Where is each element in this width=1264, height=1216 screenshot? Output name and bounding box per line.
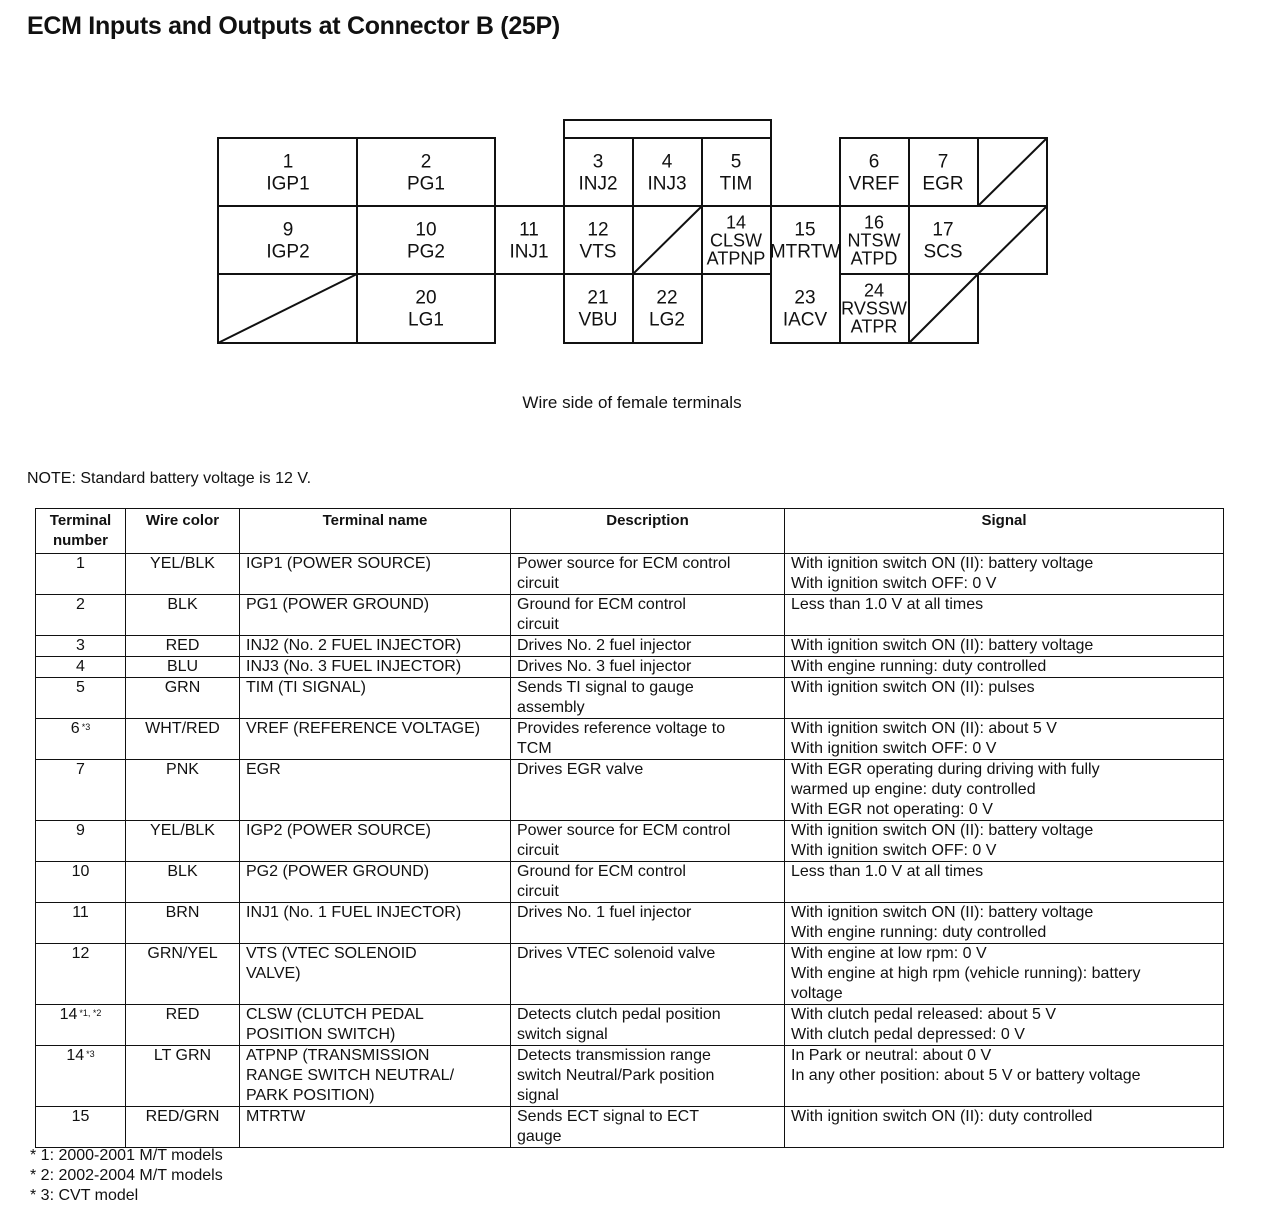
wire-color-cell: BRN [126,903,240,944]
signal-line: With clutch pedal released: about 5 V [791,1006,1057,1023]
terminal-signal-label: CLSW [709,230,763,251]
signal-cell [785,678,1224,719]
wire-color-cell: GRN [126,678,240,719]
signal-line: With engine at low rpm: 0 V [791,945,987,962]
description-line: Detects transmission range [517,1047,711,1064]
terminal-number-label: 24 [863,280,885,301]
terminal-signal-label: RVSSW [841,298,907,319]
description-line: TCM [517,740,552,757]
description-line: circuit [517,616,559,633]
terminal-name-line: ATPNP (TRANSMISSION [246,1047,430,1064]
terminal-name-cell [240,862,511,903]
terminal-name-line: INJ2 (No. 2 FUEL INJECTOR) [246,637,462,654]
description-line: assembly [517,699,585,716]
signal-cell [785,760,1224,821]
terminal-signal-label: MTRTW [769,241,841,263]
header-terminal-line2: number [52,532,108,549]
terminal-number-cell [36,719,126,760]
footnote-2: * 2: 2002-2004 M/T models [30,1167,223,1184]
description-line: Provides reference voltage to [517,720,726,737]
description-cell [511,944,785,1005]
terminal-number: 5 [76,679,85,696]
description-cell [511,719,785,760]
terminal-number-label: 1 [282,151,294,173]
terminal-table [35,508,1224,1148]
terminal-name-cell [240,636,511,657]
footnote-3: * 3: CVT model [30,1187,139,1204]
description-cell [511,862,785,903]
terminal-name-line: RANGE SWITCH NEUTRAL/ [246,1067,455,1084]
table-row [36,657,1224,678]
footnote-1: * 1: 2000-2001 M/T models [30,1147,223,1164]
description-cell [511,657,785,678]
header-terminal-line1: Terminal [49,512,112,529]
terminal-number-label: 15 [794,219,816,241]
signal-line: With ignition switch OFF: 0 V [791,842,997,859]
terminal-name-cell [240,903,511,944]
description-line: signal [517,1087,559,1104]
signal-line: voltage [791,985,843,1002]
signal-cell [785,821,1224,862]
terminal-name-line: PG1 (POWER GROUND) [246,596,430,613]
description-line: Detects clutch pedal position [517,1006,721,1023]
terminal-number-label: 9 [282,219,294,241]
terminal-number-label: 6 [868,151,880,173]
signal-line: With ignition switch ON (II): battery voltage [791,637,1094,654]
description-line: Power source for ECM control [517,822,731,839]
description-line: Drives No. 2 fuel injector [517,637,692,654]
terminal-signal-label: VREF [848,173,900,195]
terminal-number: 2 [76,596,85,613]
terminal-signal-label: LG1 [408,309,444,331]
terminal-signal-label: TIM [719,173,753,195]
wire-color-cell: WHT/RED [126,719,240,760]
wire-color-cell: RED [126,636,240,657]
description-line: Ground for ECM control [517,863,686,880]
description-cell [511,1046,785,1107]
terminal-number-label: 10 [415,219,437,241]
description-cell [511,821,785,862]
terminal-number-cell [36,903,126,944]
signal-cell [785,719,1224,760]
terminal-number-label: 11 [519,219,539,241]
signal-cell [785,1005,1224,1046]
terminal-name-cell [240,678,511,719]
table-row [36,1046,1224,1107]
terminal-signal-label: VBU [578,309,618,331]
terminal-number-label: 22 [656,287,678,309]
terminal-number: 3 [76,637,85,654]
wire-color-cell: GRN/YEL [126,944,240,1005]
terminal-number-cell [36,1046,126,1107]
terminal-signal-label: IGP2 [266,241,310,263]
signal-line: With ignition switch ON (II): battery voltage [791,555,1094,572]
terminal-name-line: INJ1 (No. 1 FUEL INJECTOR) [246,904,462,921]
terminal-name-cell [240,944,511,1005]
description-line: Power source for ECM control [517,555,731,572]
terminal-footnote-mark: *1, *2 [79,1008,102,1018]
table-row [36,636,1224,657]
terminal-number-label: 14 [725,212,747,233]
header-terminal-name: Terminal name [240,509,511,554]
wire-color-cell: RED [126,1005,240,1046]
terminal-signal-label: ATPNP [706,248,766,269]
description-line: Drives EGR valve [517,761,644,778]
signal-line: With EGR not operating: 0 V [791,801,993,818]
terminal-signal-label: INJ2 [578,173,618,195]
terminal-name-cell [240,1046,511,1107]
terminal-number-cell [36,554,126,595]
footnotes [30,1146,223,1206]
signal-cell [785,554,1224,595]
terminal-number: 10 [71,863,90,880]
description-line: circuit [517,575,559,592]
signal-line: With engine at high rpm (vehicle running): battery [791,965,1141,982]
terminal-name-line: VREF (REFERENCE VOLTAGE) [246,720,481,737]
terminal-footnote-mark: *3 [86,1049,95,1059]
description-cell [511,554,785,595]
terminal-signal-label: ATPD [850,248,898,269]
terminal-name-line: MTRTW [246,1108,306,1125]
signal-line: With EGR operating during driving with fully [791,761,1100,778]
terminal-signal-label: SCS [923,241,963,263]
header-signal: Signal [785,509,1224,554]
table-row [36,821,1224,862]
description-cell [511,678,785,719]
terminal-name-line: EGR [246,761,281,778]
terminal-signal-label: IACV [782,309,828,331]
description-cell [511,1005,785,1046]
terminal-number-cell [36,944,126,1005]
terminal-name-line: INJ3 (No. 3 FUEL INJECTOR) [246,658,462,675]
signal-line: With ignition switch ON (II): duty controlled [791,1108,1093,1125]
signal-cell [785,595,1224,636]
terminal-number-label: 21 [587,287,609,309]
table-row [36,903,1224,944]
terminal-number-label: 2 [420,151,432,173]
terminal-number: 1 [76,555,85,572]
signal-line: With ignition switch ON (II): battery voltage [791,822,1094,839]
terminal-number-label: 23 [794,287,816,309]
terminal-signal-label: INJ1 [509,241,549,263]
terminal-signal-label: NTSW [847,230,901,251]
terminal-number: 15 [71,1108,90,1125]
signal-cell [785,657,1224,678]
signal-cell [785,636,1224,657]
signal-cell [785,903,1224,944]
voltage-note: NOTE: Standard battery voltage is 12 V. [27,470,312,487]
terminal-name-line: VALVE) [246,965,301,982]
header-wire-color: Wire color [126,509,240,554]
description-line: Drives No. 1 fuel injector [517,904,692,921]
terminal-number: 4 [76,658,85,675]
terminal-signal-label: EGR [922,173,964,195]
terminal-number-cell [36,821,126,862]
description-cell [511,636,785,657]
terminal-name-line: PARK POSITION) [246,1087,375,1104]
description-line: Sends TI signal to gauge [517,679,694,696]
wire-color-cell: YEL/BLK [126,821,240,862]
header-terminal-number [36,509,126,554]
description-cell [511,1107,785,1148]
terminal-number-cell [36,760,126,821]
terminal-name-line: POSITION SWITCH) [246,1026,396,1043]
terminal-number: 14 [59,1006,78,1023]
description-line: Drives No. 3 fuel injector [517,658,692,675]
terminal-signal-label: ATPR [850,316,898,337]
table-header-row [36,509,1224,554]
page-title: ECM Inputs and Outputs at Connector B (25P) [27,12,560,40]
description-line: Sends ECT signal to ECT [517,1108,700,1125]
signal-line: With ignition switch OFF: 0 V [791,740,997,757]
terminal-signal-label: PG1 [406,173,446,195]
terminal-name-cell [240,595,511,636]
table-row [36,862,1224,903]
terminal-number-cell [36,1005,126,1046]
terminal-number-label: 3 [592,151,604,173]
wire-color-cell: PNK [126,760,240,821]
terminal-name-line: TIM (TI SIGNAL) [246,679,366,696]
signal-line: warmed up engine: duty controlled [791,781,1036,798]
terminal-number: 14 [66,1047,85,1064]
signal-line: In any other position: about 5 V or battery voltage [791,1067,1141,1084]
terminal-name-line: PG2 (POWER GROUND) [246,863,430,880]
connector-diagram [0,0,1264,370]
signal-line: In Park or neutral: about 0 V [791,1047,992,1064]
signal-line: With ignition switch ON (II): pulses [791,679,1035,696]
header-description: Description [511,509,785,554]
table-row [36,719,1224,760]
signal-line: Less than 1.0 V at all times [791,863,984,880]
terminal-number-cell [36,862,126,903]
table-row [36,1107,1224,1148]
table-row [36,944,1224,1005]
terminal-signal-label: INJ3 [647,173,687,195]
terminal-number-label: 7 [937,151,949,173]
description-line: switch signal [517,1026,608,1043]
terminal-number-label: 20 [415,287,437,309]
terminal-name-line: VTS (VTEC SOLENOID [246,945,417,962]
terminal-number-label: 5 [730,151,742,173]
terminal-number: 6 [70,720,80,737]
signal-line: With ignition switch ON (II): battery voltage [791,904,1094,921]
terminal-number-label: 16 [863,212,885,233]
terminal-name-cell [240,657,511,678]
terminal-signal-label: LG2 [649,309,685,331]
signal-line: With ignition switch ON (II): about 5 V [791,720,1057,737]
terminal-signal-label: VTS [579,241,617,263]
terminal-number-label: 4 [661,151,673,173]
signal-line: With engine running: duty controlled [791,658,1047,675]
terminal-number-cell [36,1107,126,1148]
wire-color-cell: YEL/BLK [126,554,240,595]
terminal-name-line: IGP1 (POWER SOURCE) [246,555,431,572]
signal-cell [785,1046,1224,1107]
signal-line: With clutch pedal depressed: 0 V [791,1026,1025,1043]
signal-line: With ignition switch OFF: 0 V [791,575,997,592]
wire-color-cell: LT GRN [126,1046,240,1107]
terminal-name-cell [240,554,511,595]
terminal-signal-label: PG2 [406,241,446,263]
terminal-number: 11 [72,904,89,921]
table-row [36,554,1224,595]
description-line: Ground for ECM control [517,596,686,613]
signal-cell [785,862,1224,903]
terminal-name-line: IGP2 (POWER SOURCE) [246,822,431,839]
terminal-number-cell [36,636,126,657]
terminal-name-cell [240,1005,511,1046]
terminal-number: 12 [71,945,90,962]
signal-line: Less than 1.0 V at all times [791,596,984,613]
wire-color-cell: BLK [126,595,240,636]
terminal-number-cell [36,678,126,719]
description-line: circuit [517,842,559,859]
wire-color-cell: RED/GRN [126,1107,240,1148]
description-line: circuit [517,883,559,900]
signal-cell [785,1107,1224,1148]
description-line: switch Neutral/Park position [517,1067,715,1084]
terminal-name-cell [240,821,511,862]
terminal-signal-label: IGP1 [266,173,310,195]
terminal-name-cell [240,719,511,760]
signal-line: With engine running: duty controlled [791,924,1047,941]
terminal-number-label: 17 [932,219,954,241]
wire-color-cell: BLU [126,657,240,678]
terminal-name-cell [240,760,511,821]
table-row [36,678,1224,719]
table-row [36,1005,1224,1046]
signal-cell [785,944,1224,1005]
terminal-number: 7 [76,761,85,778]
terminal-number-cell [36,657,126,678]
table-row [36,595,1224,636]
terminal-number: 9 [76,822,85,839]
description-cell [511,903,785,944]
terminal-footnote-mark: *3 [81,722,91,732]
terminal-name-cell [240,1107,511,1148]
description-line: gauge [517,1128,562,1145]
wire-color-cell: BLK [126,862,240,903]
terminal-number-label: 12 [587,219,609,241]
connector-caption: Wire side of female terminals [522,393,742,412]
terminal-name-line: CLSW (CLUTCH PEDAL [246,1006,424,1023]
description-cell [511,760,785,821]
description-cell [511,595,785,636]
description-line: Drives VTEC solenoid valve [517,945,716,962]
table-row [36,760,1224,821]
terminal-number-cell [36,595,126,636]
